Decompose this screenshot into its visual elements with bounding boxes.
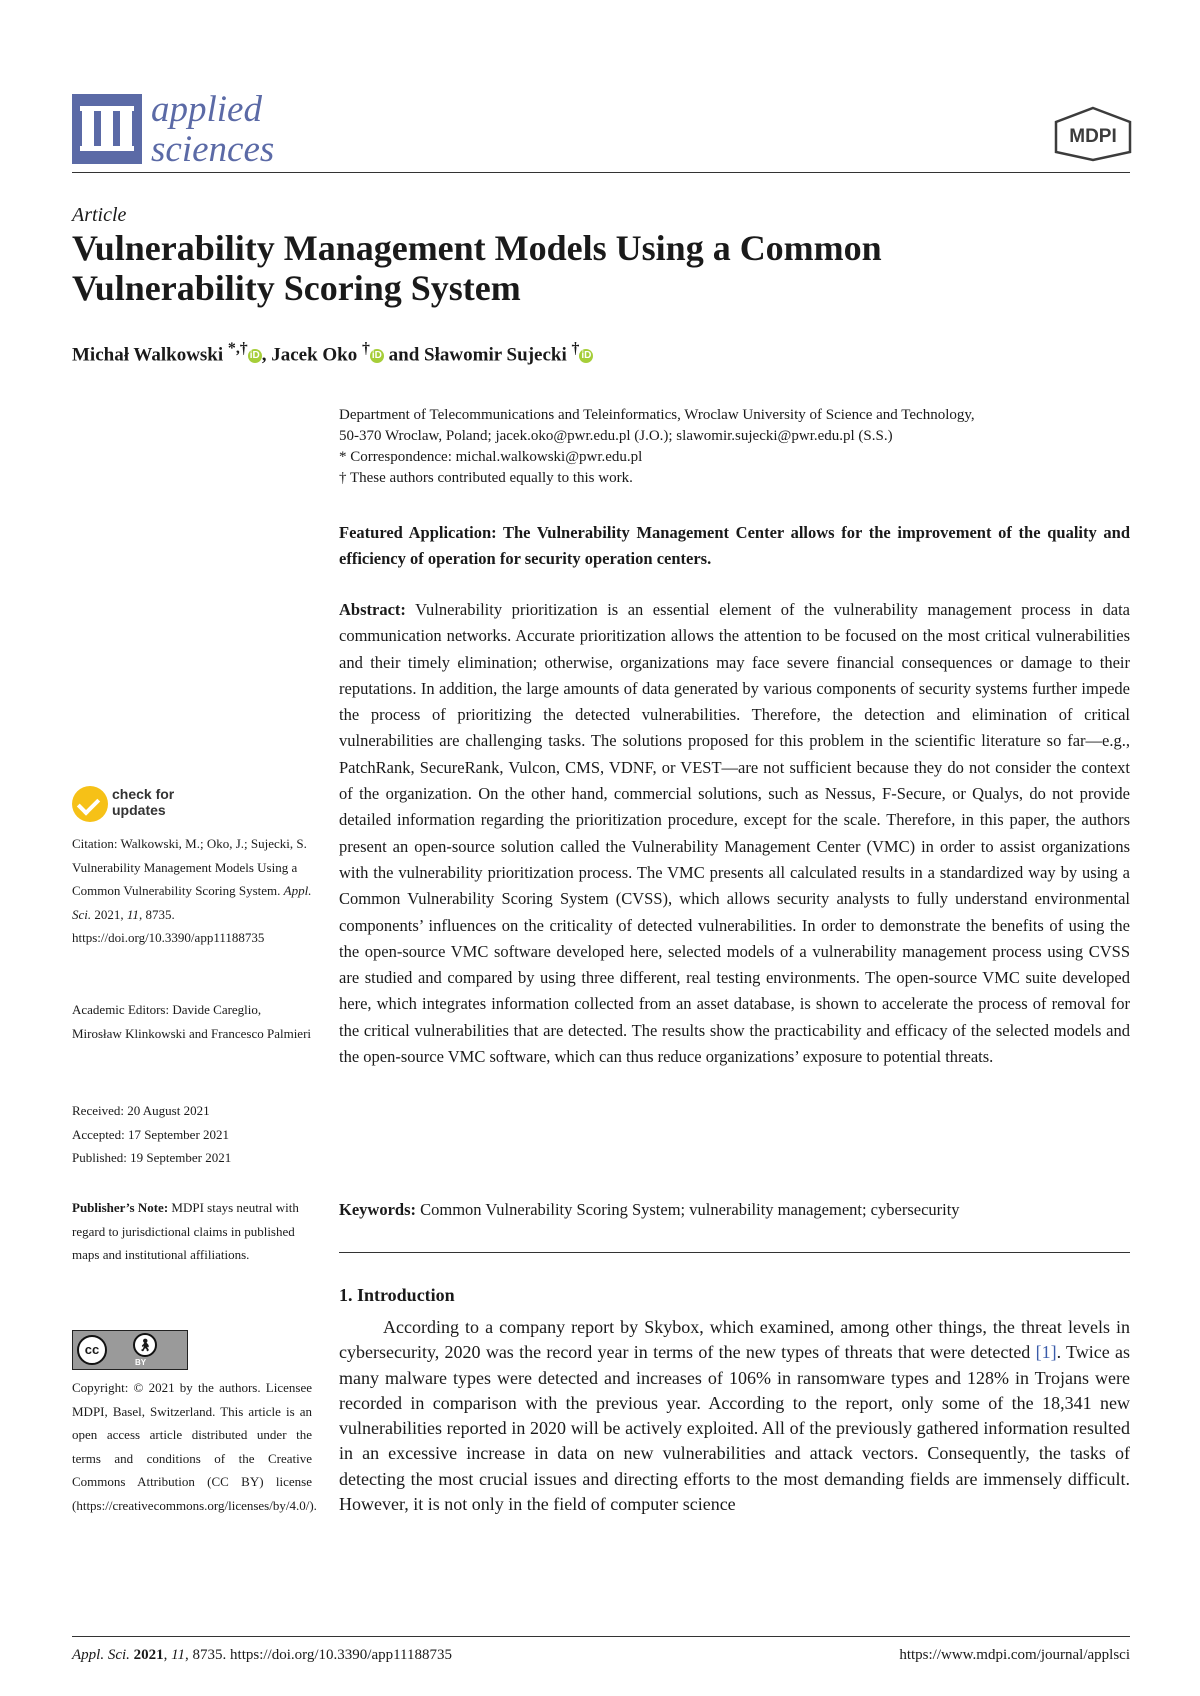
- article-title: Vulnerability Management Models Using a Common Vulnerability Scoring System: [72, 228, 882, 308]
- author-marks: †: [571, 340, 580, 357]
- footer-citation: Appl. Sci. 2021, 11, 8735. https://doi.org/10.3390/app11188735: [72, 1647, 452, 1663]
- author-list: Michał Walkowski *,† iD , Jacek Oko † iD and Sławomir Sujecki † iD: [72, 340, 592, 366]
- reference-link[interactable]: [1]: [1035, 1342, 1057, 1363]
- citation: Citation: Walkowski, M.; Oko, J.; Sujecki, S. Vulnerability Management Models Using a Common Vulnerability Scoring System. Appl. Sci. 2021, 11, 8735. https://doi.org/10.3390/app11188735: [72, 836, 312, 946]
- header-rule: [72, 172, 1130, 173]
- mdpi-logo: [1052, 106, 1134, 162]
- footer-rule: [72, 1636, 1130, 1637]
- author-name: Michał Walkowski: [72, 344, 224, 366]
- check-icon: [72, 786, 108, 822]
- copyright-notice: Copyright: © 2021 by the authors. Licensee MDPI, Basel, Switzerland. This article is an open access article distributed under the terms and conditions of the Creative Commons Attribution (CC BY) license (https://creativecommons.org/licenses/by/4.0/).: [72, 1380, 317, 1513]
- journal-logo: [72, 94, 142, 164]
- author-name: Sławomir Sujecki: [424, 344, 567, 366]
- footer-journal-url[interactable]: https://www.mdpi.com/journal/applsci: [899, 1647, 1130, 1663]
- abstract: [339, 597, 1130, 1070]
- abstract-label: Abstract:: [339, 600, 406, 619]
- author-marks: †: [361, 340, 370, 357]
- featured-application: Featured Application: The Vulnerability Management Center allows for the improvement of the quality and efficiency of operation for security operation centers.: [339, 523, 1130, 568]
- orcid-icon[interactable]: iD: [249, 350, 260, 362]
- author-name: Jacek Oko: [271, 344, 358, 366]
- orcid-icon[interactable]: iD: [581, 350, 592, 362]
- introduction-text: According to a company report by Skybox, which examined, among other things, the threat levels in cybersecurity, 2020 was the record year in terms of the new types of threats that were detected [1]. Twice as many malware types were detected and increases of 106% in ransomware types and 128% in Trojans were recorded in comparison with the previous year. According to the report, only some of the 18,341 new vulnerabilities reported in 2020 will be actively exploited. All of the previously gathered information resulted in an excessive increase in data on new vulnerabilities and attack vectors. Consequently, the tasks of detecting the most crucial issues and directing efforts to the most demanding fields are immensely difficult. However, it is not only in the field of computer science: [339, 1317, 1130, 1515]
- person-icon: 🚶︎: [133, 1333, 157, 1357]
- affiliations: Department of Telecommunications and Teleinformatics, Wroclaw University of Science and Technology, 50-370 Wroclaw, Poland; jacek.oko@pwr.edu.pl (J.O.); slawomir.sujecki@pwr.edu.pl (S.S.) * Correspondence: michal.walkowski@pwr.edu.pl † These authors contributed equally to this work.: [339, 405, 1139, 489]
- article-type: Article: [72, 204, 127, 226]
- svg-text:MDPI: MDPI: [1069, 126, 1117, 147]
- journal-name: applied sciences: [151, 89, 275, 170]
- publishers-note: Publisher’s Note: MDPI stays neutral with regard to jurisdictional claims in published maps and institutional affiliations.: [72, 1200, 299, 1263]
- orcid-icon[interactable]: iD: [371, 350, 382, 362]
- author-marks: *,†: [227, 340, 248, 357]
- abstract-text: Vulnerability prioritization is an essential element of the vulnerability management process in data communication networks. Accurate prioritization allows the attention to be focused on the most critical vulnerabilities and their timely elimination; otherwise, organizations may face severe financial consequences or damage to their reputations. In addition, the large amounts of data generated by various components of security systems further impede the process of prioritizing the detected vulnerabilities. Therefore, the detection and elimination of critical vulnerabilities are challenging tasks. The solutions proposed for this problem in the scientific literature so far—e.g., PatchRank, SecureRank, Vulcon, CMS, VDNF, or VEST—are not sufficient because they do not consider the context of the organization. On the other hand, commercial solutions, such as Nessus, F-Secure, or Qualys, do not provide detailed information regarding the prioritization procedure, except for the scale. Therefore, in this paper, the authors present an open-source solution called the Vulnerability Management Center (VMC) in order to assist organizations with the vulnerability prioritization process. The VMC presents all calculated results in a standardized way by using a Common Vulnerability Scoring System (CVSS), which allows security analysts to fully understand environmental components’ influences on the criticality of detected vulnerabilities. In order to demonstrate the benefits of using the the open-source VMC software developed here, selected models of a vulnerability management process using CVSS are studied and compared by using three different, real testing environments. The open-source VMC suite developed here, which integrates information collected from an asset database, is shown to accelerate the process of removal for the critical vulnerabilities that are detected. The results show the practicability and efficacy of the selected models and the open-source VMC software, which can thus reduce organizations’ exposure to potential threats.: [339, 600, 1131, 1067]
- academic-editors: Academic Editors: Davide Careglio, Mirosław Klinkowski and Francesco Palmieri: [72, 1002, 312, 1041]
- section-heading: 1. Introduction: [339, 1285, 455, 1305]
- keywords: Keywords: Common Vulnerability Scoring System; vulnerability management; cybersecurity: [339, 1200, 960, 1219]
- section-rule: [339, 1252, 1130, 1253]
- equal-contribution: † These authors contributed equally to this work.: [339, 470, 633, 486]
- publication-dates: Received: 20 August 2021 Accepted: 17 September 2021 Published: 19 September 2021: [72, 1103, 232, 1166]
- correspondence: * Correspondence: michal.walkowski@pwr.edu.pl: [339, 449, 643, 465]
- cc-by-license-icon[interactable]: cc 🚶︎ BY: [72, 1330, 188, 1370]
